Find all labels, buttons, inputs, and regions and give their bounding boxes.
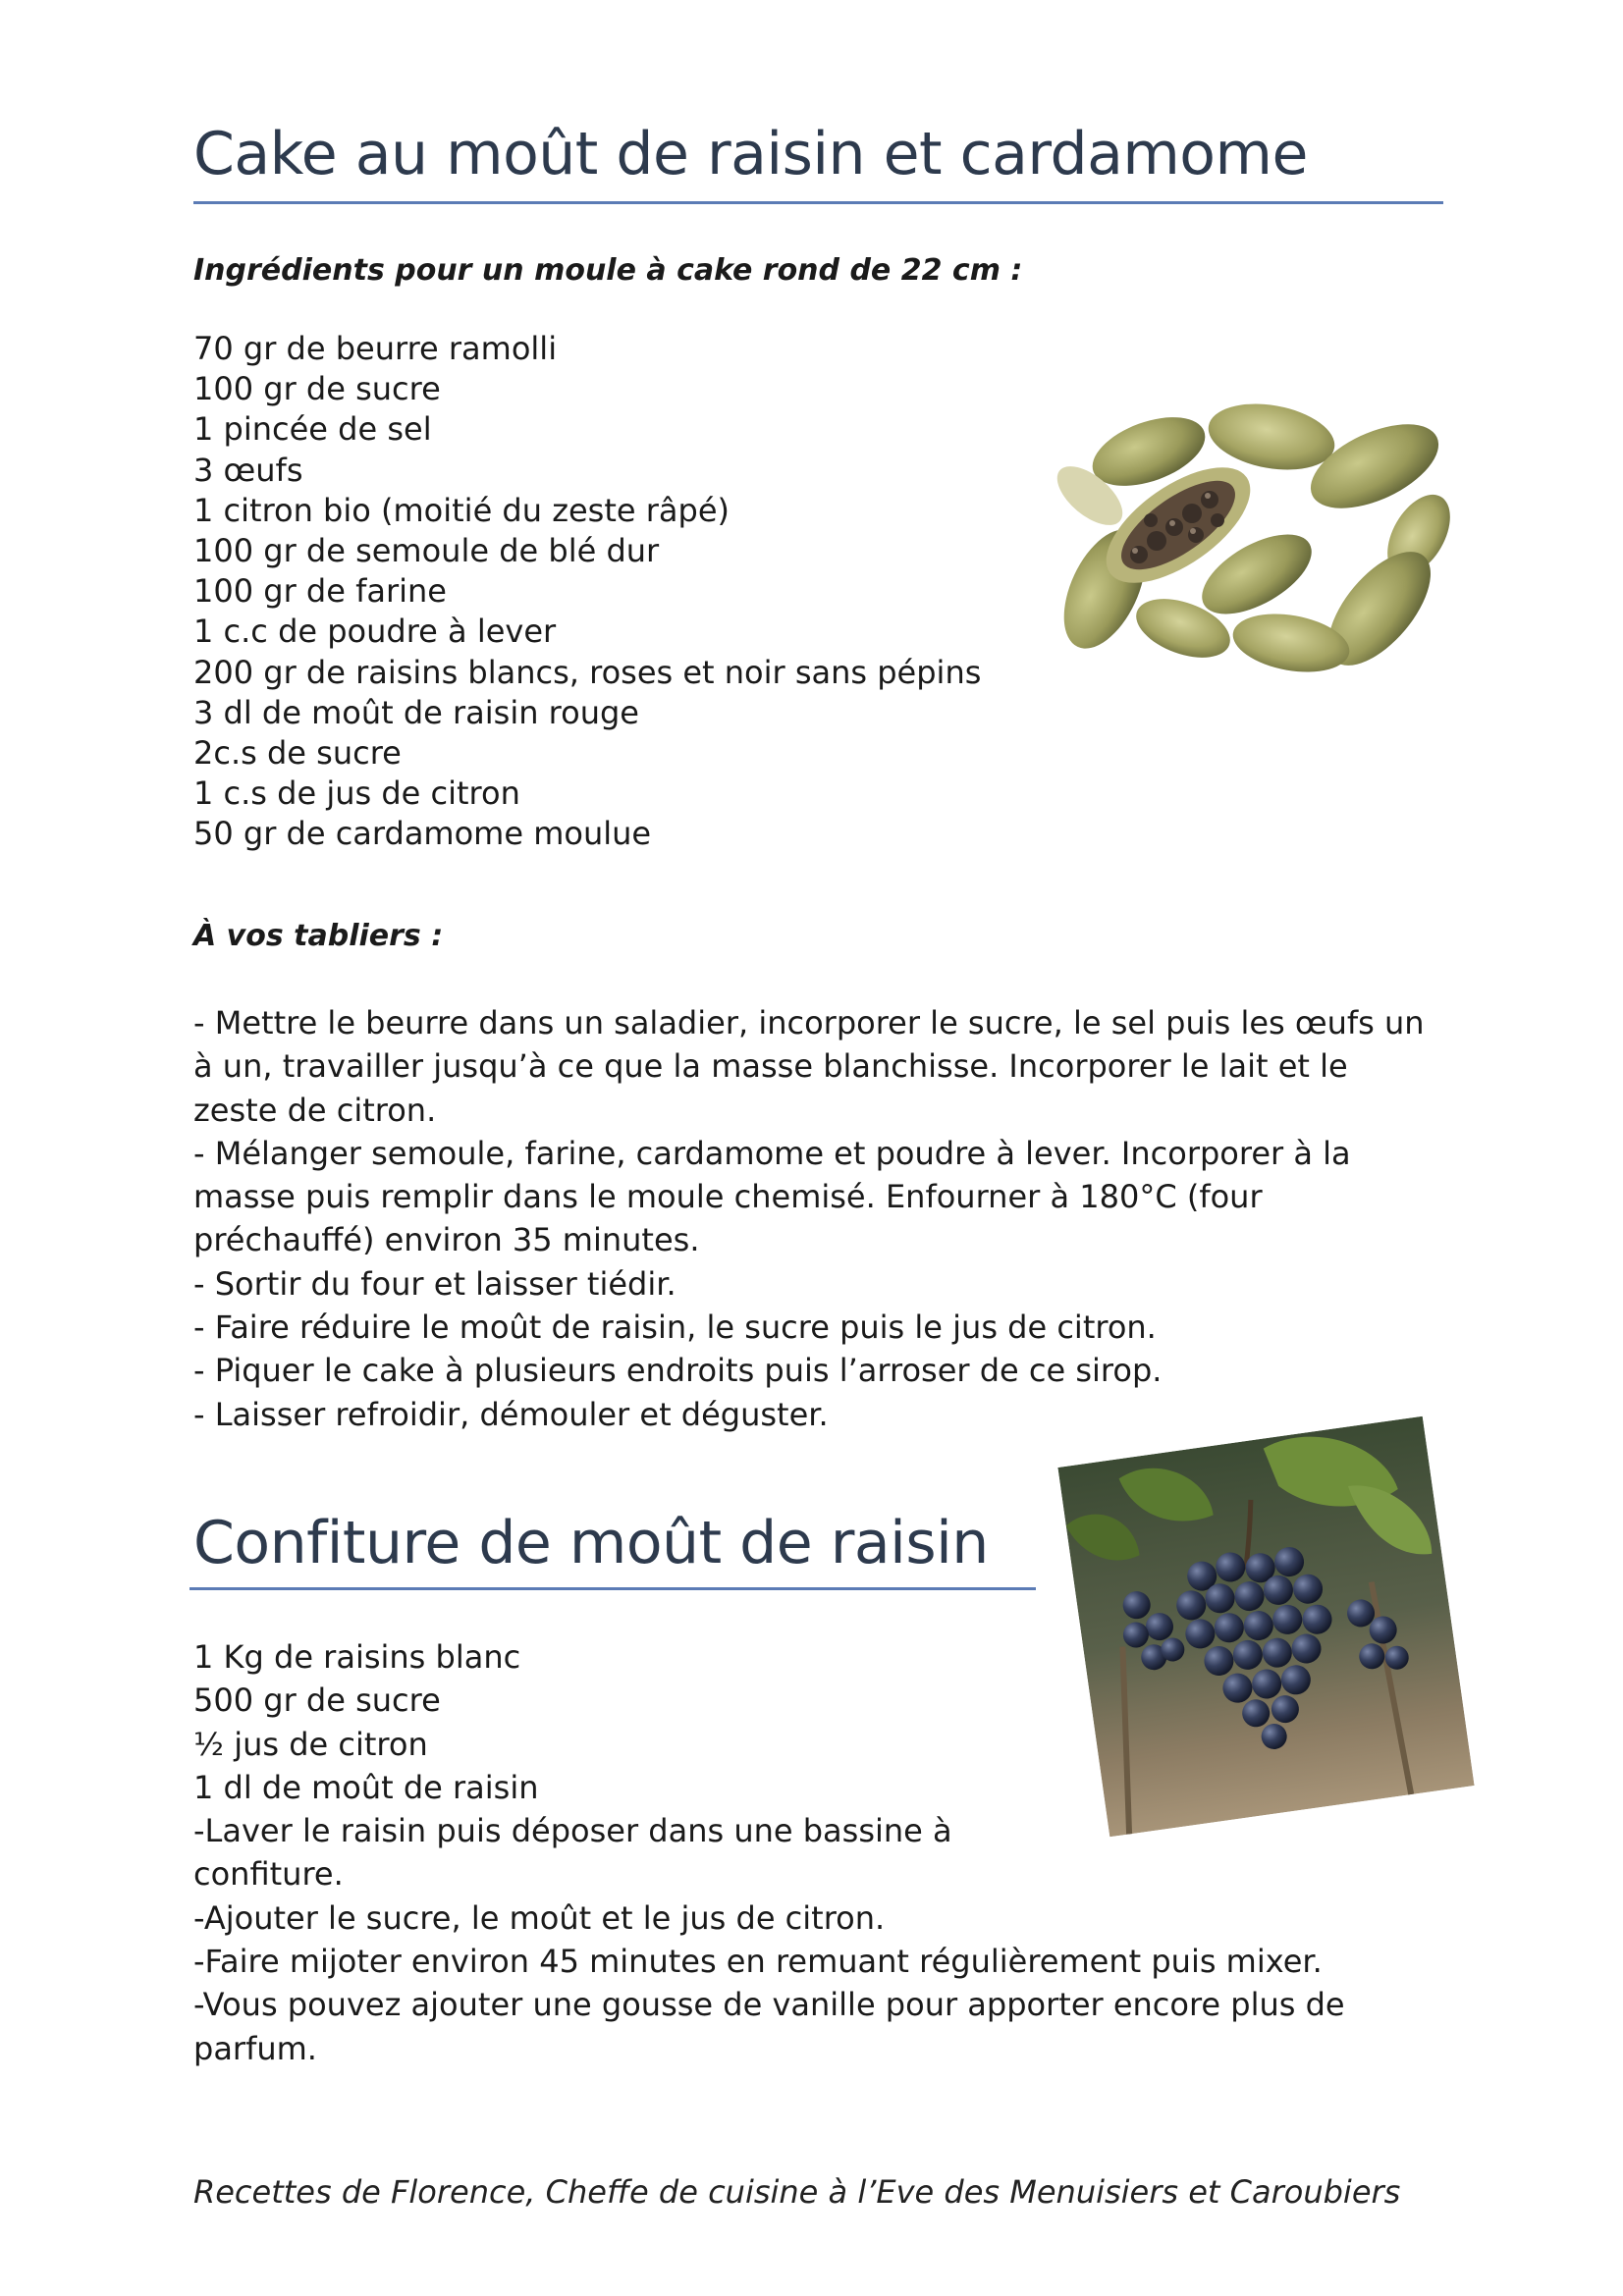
ingredient-item: 1 citron bio (moitié du zeste râpé) xyxy=(193,491,730,529)
step-line: - Piquer le cake à plusieurs endroits puis l’arroser de ce sirop. xyxy=(193,1352,1163,1390)
recipe2-line: parfum. xyxy=(193,2029,317,2067)
recipe2-title-rule xyxy=(189,1587,1036,1590)
step-line: - Mélanger semoule, farine, cardamome et poudre à lever. Incorporer à la xyxy=(193,1134,1351,1172)
recipe2-line: 1 dl de moût de raisin xyxy=(193,1768,539,1806)
ingredient-item: 1 pincée de sel xyxy=(193,410,432,449)
ingredient-item: 3 dl de moût de raisin rouge xyxy=(193,693,639,731)
ingredient-item: 2c.s de sucre xyxy=(193,733,402,772)
step-line: - Laisser refroidir, démouler et déguster. xyxy=(193,1395,829,1433)
ingredient-item: 100 gr de sucre xyxy=(193,370,441,408)
ingredients-heading: Ingrédients pour un moule à cake rond de 22 cm : xyxy=(193,253,1023,288)
page-footer: Recettes de Florence, Cheffe de cuisine à l’Eve des Menuisiers et Caroubiers xyxy=(193,2173,1401,2211)
step-line: à un, travailler jusqu’à ce que la masse blanchisse. Incorporer le lait et le xyxy=(193,1047,1348,1086)
steps-heading: À vos tabliers : xyxy=(193,919,444,953)
steps-list xyxy=(193,1001,1425,1436)
ingredient-item: 200 gr de raisins blancs, roses et noir sans pépins xyxy=(193,653,982,691)
recipe2-line: -Laver le raisin puis déposer dans une bassine à xyxy=(193,1812,952,1850)
recipe1-title-rule xyxy=(193,201,1443,204)
ingredient-item: 100 gr de farine xyxy=(193,572,447,611)
step-line: masse puis remplir dans le moule chemisé. Enfourner à 180°C (four xyxy=(193,1178,1263,1216)
recipe2-lines xyxy=(193,1635,1345,2070)
recipe2-line: confiture. xyxy=(193,1855,344,1894)
step-line: préchauffé) environ 35 minutes. xyxy=(193,1221,700,1259)
recipe1-title: Cake au moût de raisin et cardamome xyxy=(193,120,1308,188)
recipe2-title: Confiture de moût de raisin xyxy=(193,1509,989,1577)
recipe2-line: ½ jus de citron xyxy=(193,1725,428,1763)
step-line: - Mettre le beurre dans un saladier, incorporer le sucre, le sel puis les œufs un xyxy=(193,1004,1425,1041)
step-line: zeste de citron. xyxy=(193,1091,437,1129)
recipe2-line: -Faire mijoter environ 45 minutes en remuant régulièrement puis mixer. xyxy=(193,1943,1323,1981)
recipe2-line: -Vous pouvez ajouter une gousse de vanille pour apporter encore plus de xyxy=(193,1986,1345,2024)
recipe2-line: 1 Kg de raisins blanc xyxy=(193,1638,521,1676)
ingredient-item: 1 c.c de poudre à lever xyxy=(193,613,557,651)
recipe2-line: -Ajouter le sucre, le moût et le jus de citron. xyxy=(193,1898,886,1937)
ingredient-item: 1 c.s de jus de citron xyxy=(193,774,520,813)
ingredient-item: 100 gr de semoule de blé dur xyxy=(193,531,660,569)
recipe2-line: 500 gr de sucre xyxy=(193,1682,441,1720)
ingredient-item: 70 gr de beurre ramolli xyxy=(193,330,558,367)
step-line: - Sortir du four et laisser tiédir. xyxy=(193,1264,676,1303)
cardamom-photo xyxy=(1031,398,1453,674)
ingredient-item: 3 œufs xyxy=(193,451,303,489)
ingredient-item: 50 gr de cardamome moulue xyxy=(193,815,652,853)
step-line: - Faire réduire le moût de raisin, le sucre puis le jus de citron. xyxy=(193,1308,1157,1347)
ingredients-list xyxy=(193,329,981,854)
